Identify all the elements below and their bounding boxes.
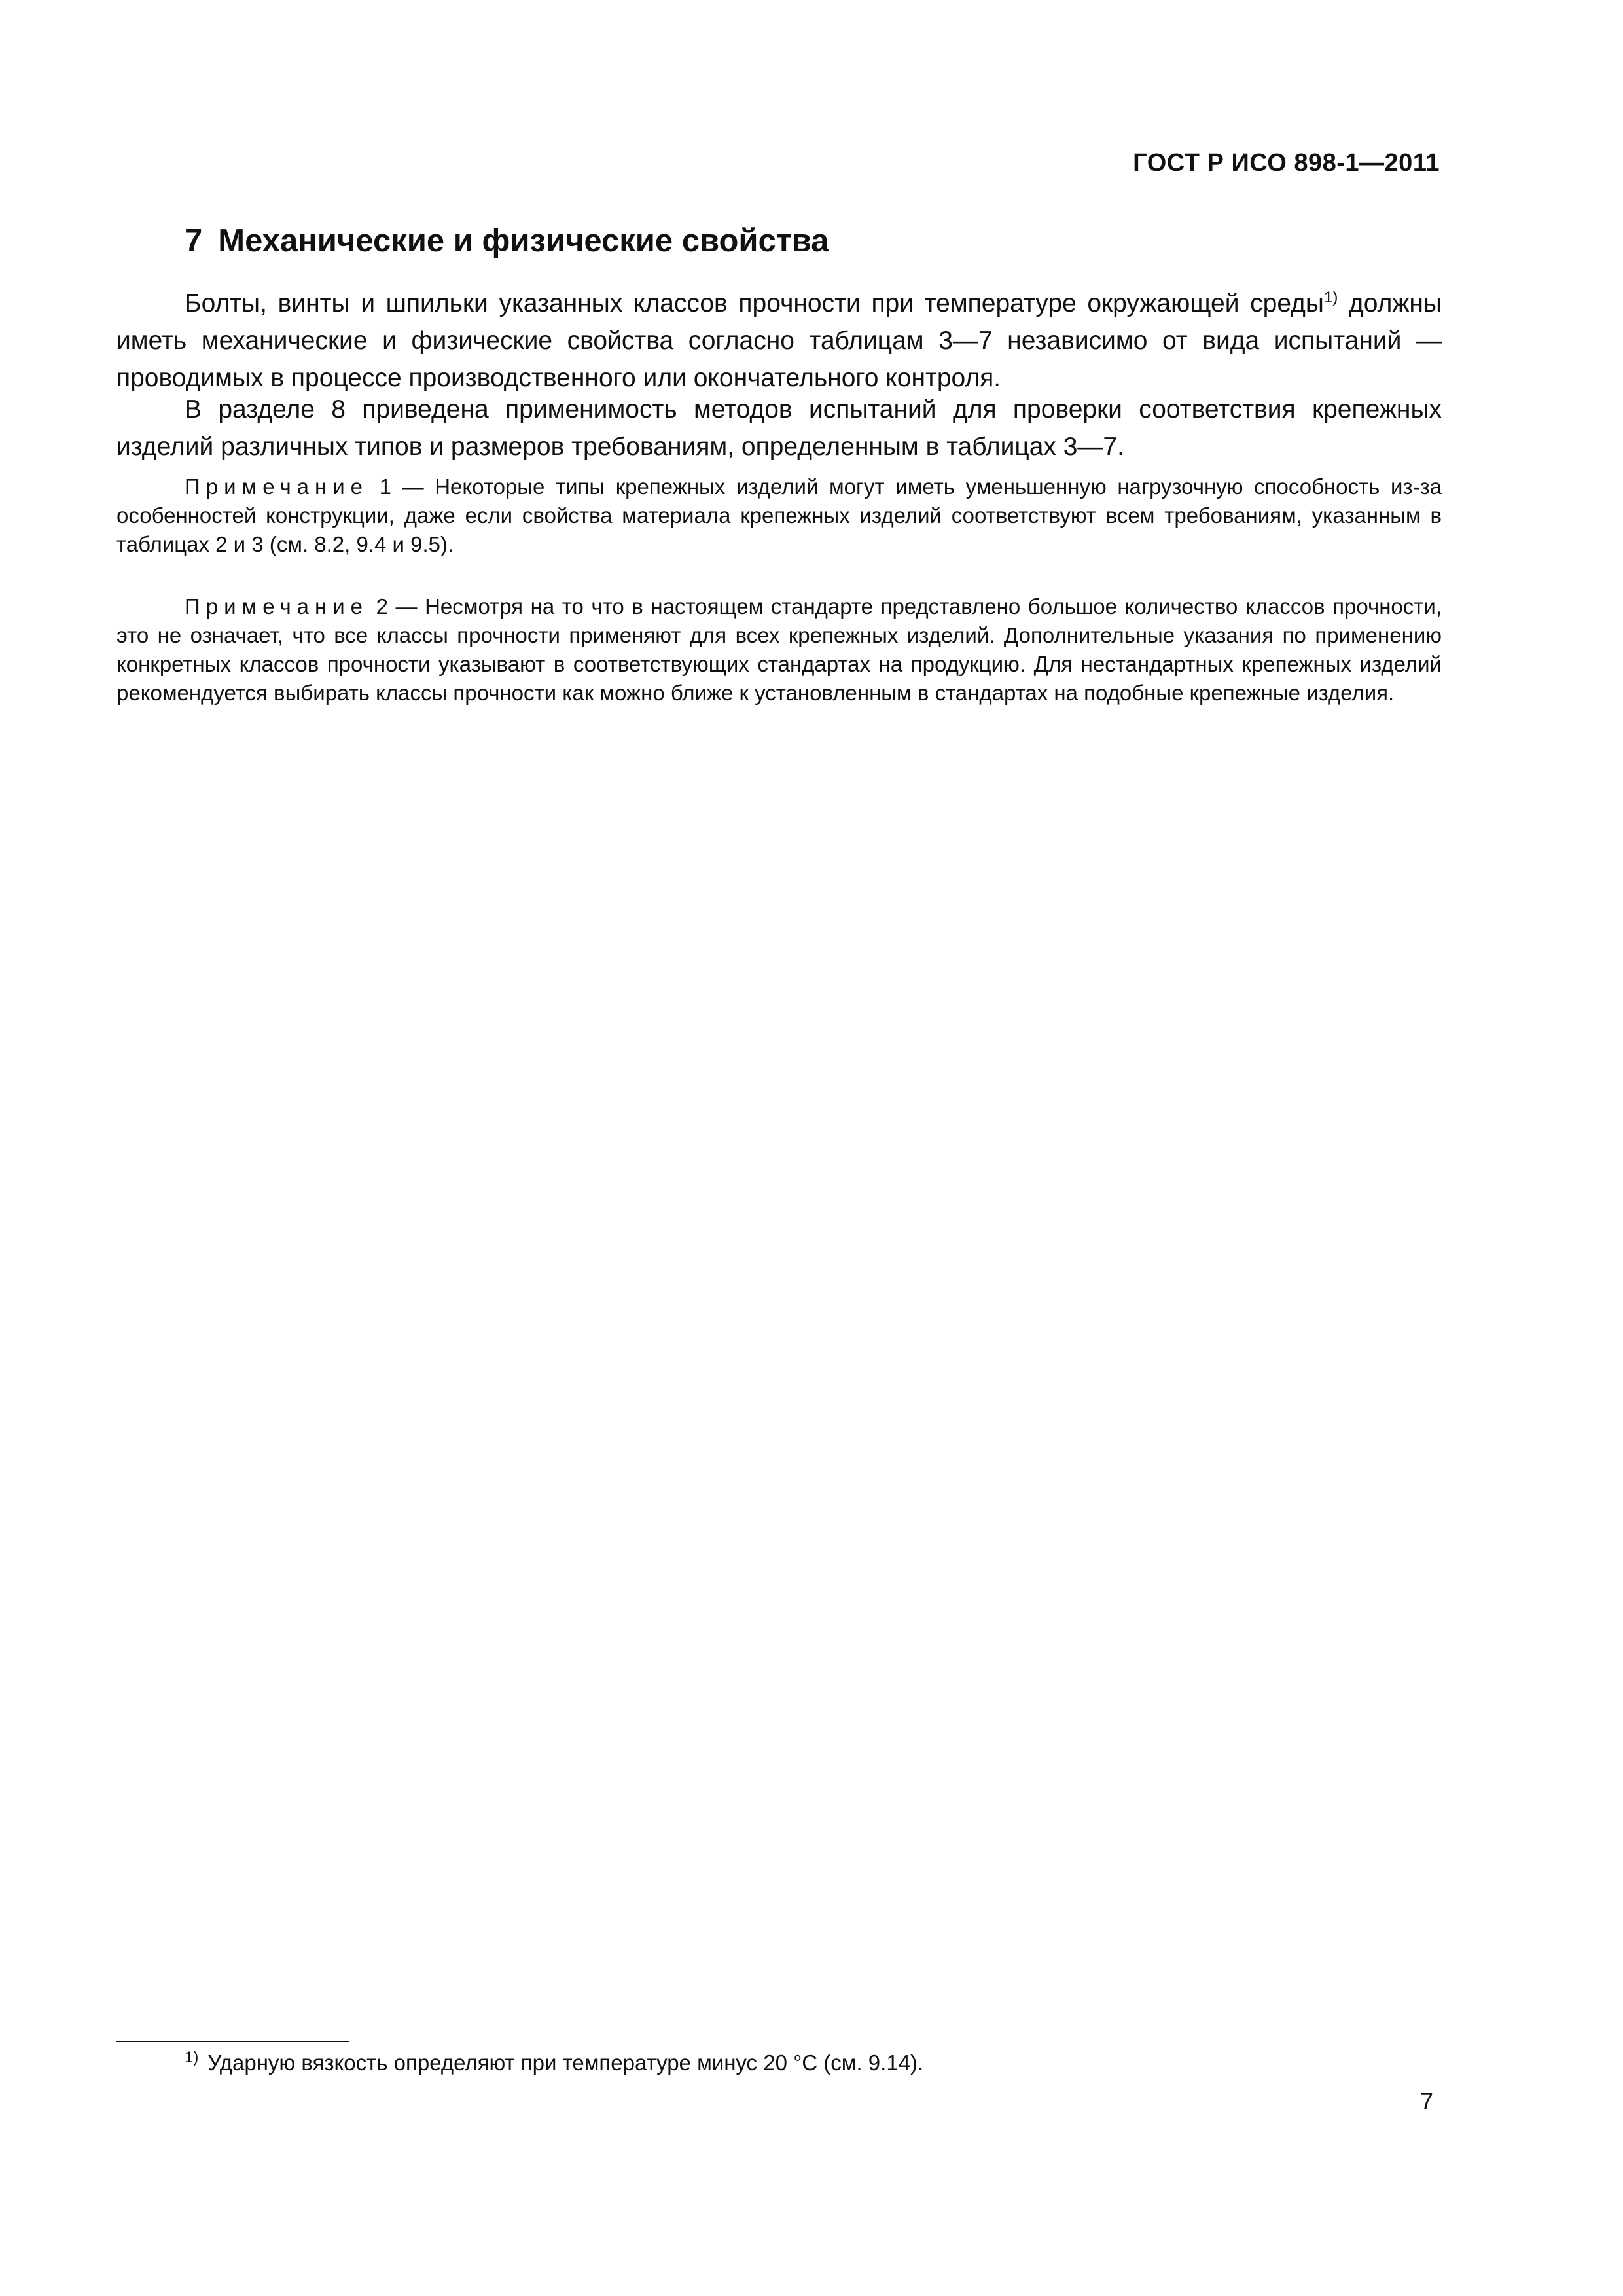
paragraph-text: Болты, винты и шпильки указанных классов прочности при температуре окружающей среды [185,289,1324,317]
section-number: 7 [185,223,203,259]
footnote [185,2049,923,2077]
note-2 [116,592,1442,708]
note-label: Примечание [185,475,369,499]
note-text: 2 — Несмотря на то что в настоящем стандарте представлено большое количество классов прочности, это не означает, что все классы прочности применяют для всех крепежных изделий. Дополнительные указания по применению конкретных классов прочности указывают в соответствующих стандартах на продукцию. Для нестандартных крепежных изделий рекомендуется выбирать классы прочности как можно ближе к установленным в стандартах на подобные крепежные изделия. [116,594,1442,705]
section-title: Механические и физические свойства [218,223,829,259]
footnote-reference: 1) [1323,289,1338,306]
paragraph-text-continued: должны иметь механические и физические свойства согласно таблицам 3—7 независимо от вида испытаний — проводимых в процессе производственного или окончательного контроля. [116,289,1442,392]
page-number: 7 [1419,2088,1433,2115]
note-1 [116,473,1442,559]
note-label: Примечание [185,594,369,619]
note-text: 1 — Некоторые типы крепежных изделий могут иметь уменьшенную нагрузочную способность из-за особенностей конструкции, даже если свойства материала крепежных изделий соответствуют всем требованиям, указанным в таблицах 2 и 3 (см. 8.2, 9.4 и 9.5). [116,475,1442,556]
paragraph-test-methods: В разделе 8 приведена применимость методов испытаний для проверки соответствия крепежных изделий различных типов и размеров требованиям, определенным в таблицах 3—7. [116,395,1442,461]
document-code-header: ГОСТ Р ИСО 898-1—2011 [1133,149,1440,177]
footnote-mark: 1) [185,2049,199,2066]
footnote-divider [116,2041,349,2042]
footnote-text: Ударную вязкость определяют при температуре минус 20 °С (см. 9.14). [207,2051,924,2075]
section-heading [185,223,829,259]
paragraph-properties [116,285,1442,397]
